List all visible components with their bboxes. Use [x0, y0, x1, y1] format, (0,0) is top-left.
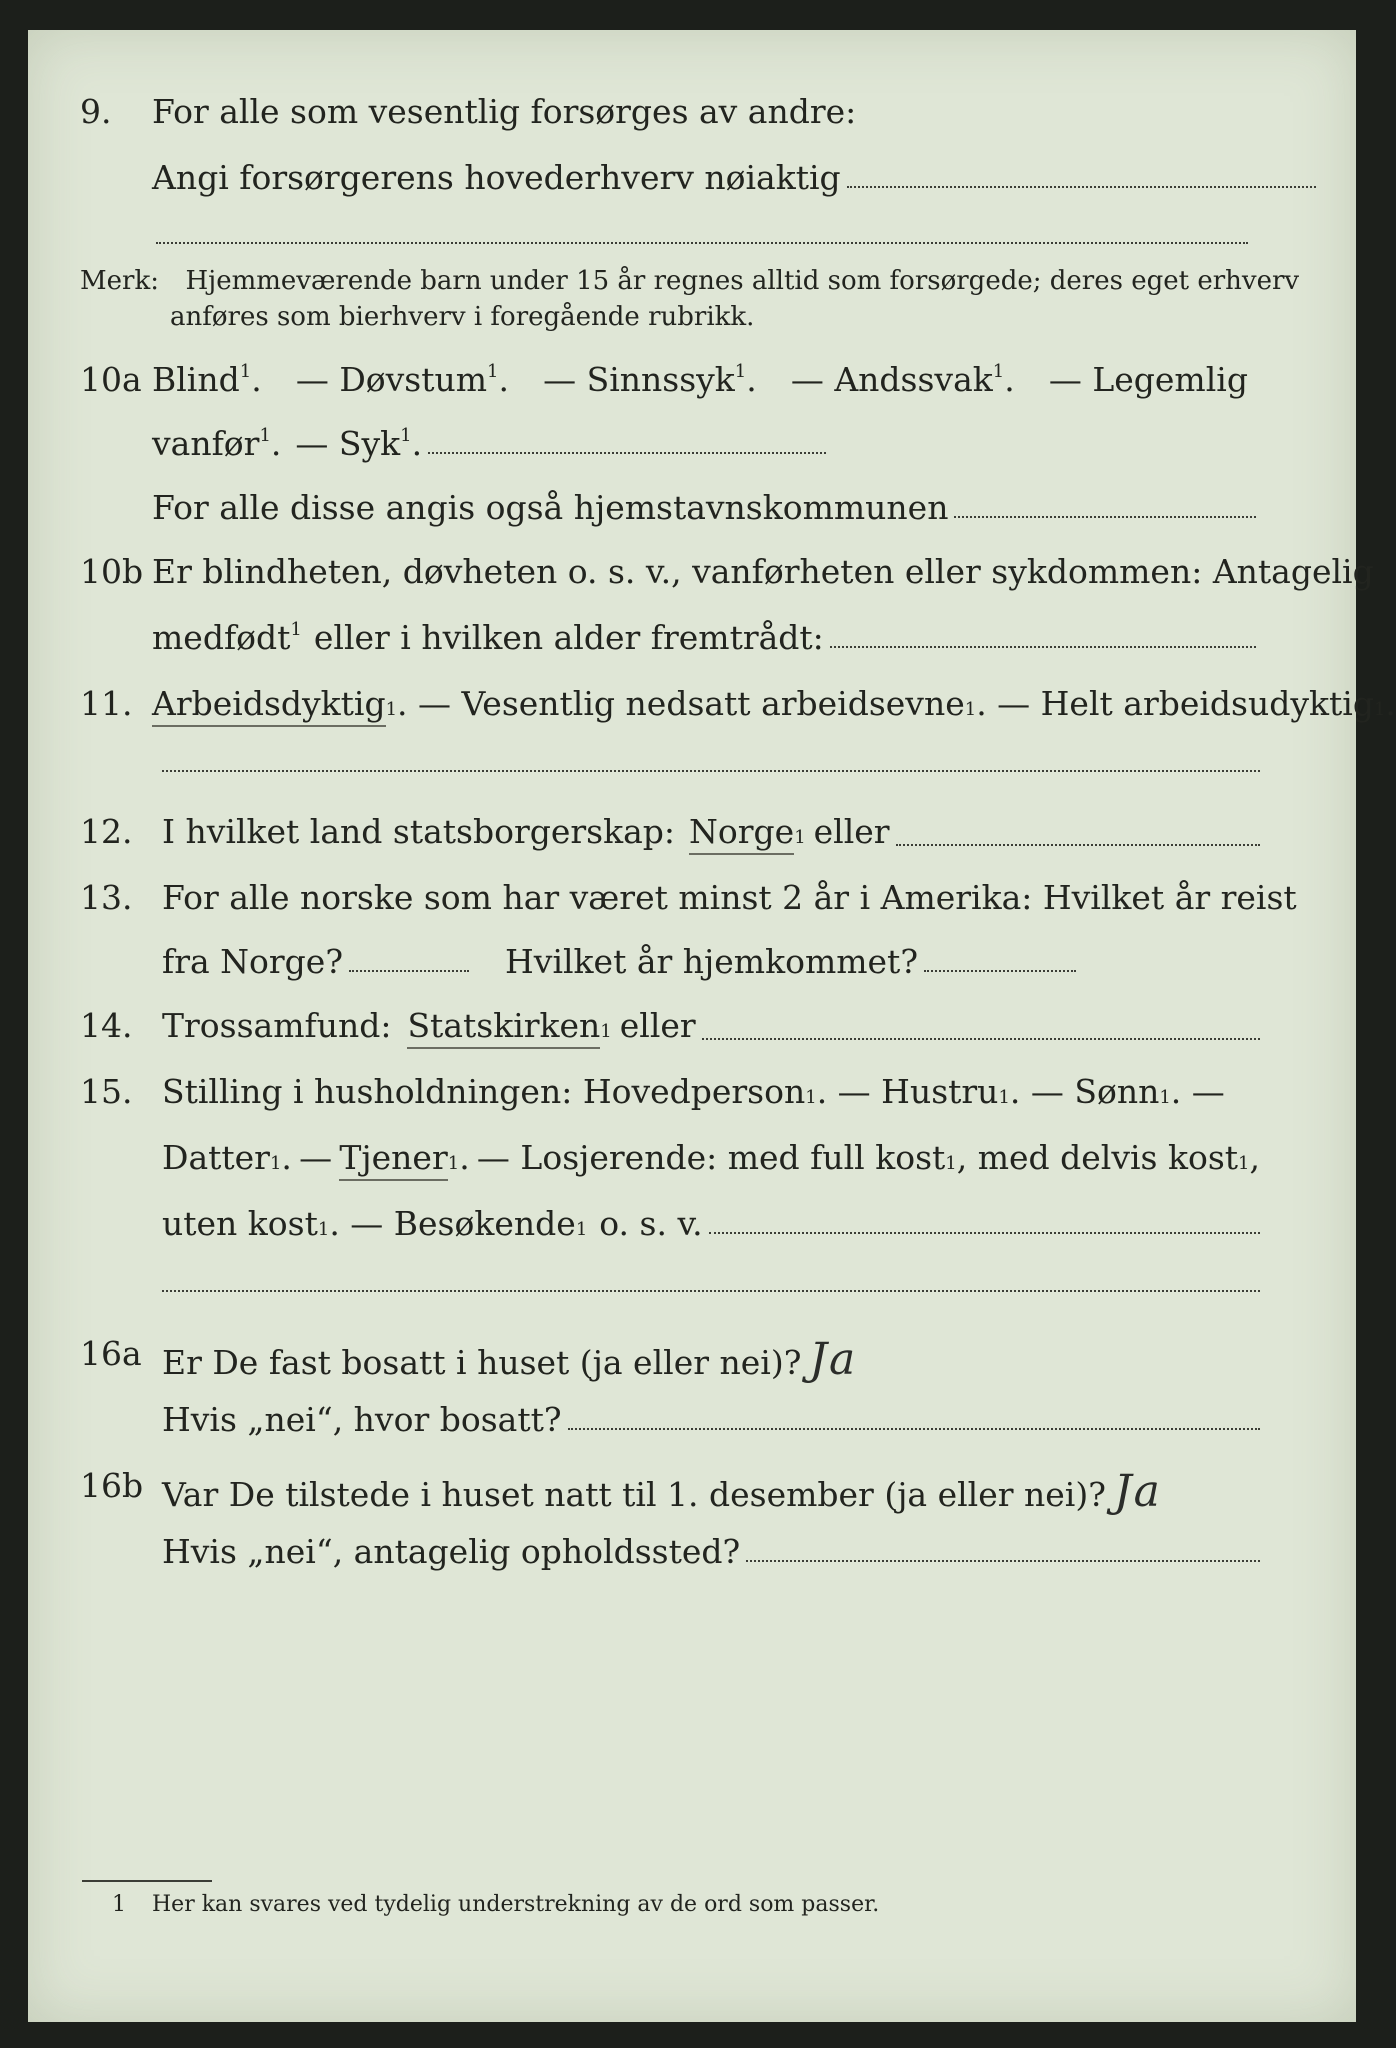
merk-line1 [80, 266, 1316, 296]
option-legemlig[interactable]: — Legemlig [1048, 360, 1248, 399]
merk-label: Merk: [80, 266, 159, 296]
q9-text: For alle som vesentlig forsørges av andre: [152, 92, 857, 131]
option-dovstum[interactable]: — Døvstum [295, 360, 488, 399]
q10b-alder-label: eller i hvilken alder fremtrådt: [313, 618, 824, 657]
q10a-number: 10a [80, 360, 142, 399]
footnote-mark: 1 [487, 361, 499, 382]
q10b-text: Er blindheten, døvheten o. s. v., vanførheten eller sykdommen: Antagelig [152, 552, 1374, 591]
q16b-opholdssted-field[interactable] [746, 1559, 1260, 1562]
option-arbeidsdyktig[interactable]: Arbeidsdyktig [152, 684, 386, 727]
footnote-mark: 1 [734, 361, 747, 382]
footnote-rule [82, 1880, 212, 1882]
option-norge[interactable]: Norge [689, 812, 794, 855]
q14-number: 14. [80, 1006, 133, 1045]
q16b-opholdssted-label: Hvis „nei“, antagelig opholdssted? [162, 1532, 741, 1571]
option-syk[interactable]: — Syk [295, 424, 401, 463]
q16b-handwritten-answer[interactable]: Ja [1113, 1466, 1162, 1517]
footnote-mark: 1 [290, 619, 302, 640]
q10a-syk-field[interactable] [428, 451, 826, 454]
merk-text-2: anføres som bierhverv i foregående rubrikk. [170, 302, 755, 332]
q12-number: 12. [80, 812, 133, 851]
option-andssvak[interactable]: — Andssvak [790, 360, 993, 399]
q13-hjem-label: Hvilket år hjemkommet? [505, 942, 919, 981]
option-uten-kost[interactable]: uten kost [162, 1204, 318, 1243]
q10b-alder-field[interactable] [830, 645, 1256, 648]
q13-text: For alle norske som har været minst 2 år i Amerika: Hvilket år reist [162, 878, 1297, 917]
q11-number: 11. [80, 684, 133, 723]
q16a-handwritten-answer[interactable]: Ja [809, 1334, 858, 1385]
census-form-page: 9. For alle som vesentlig forsørges av andre: Angi forsørgerens hovederhverv nøiaktig Merk: Hjemmeværende barn under 15 år regnes alltid som forsørgede; deres eget erhverv anføres som bierhverv i foregående rubrikk. 10a Blind$^1$. — Døvstum$^1$. — Sinnssyk$^1$. — Andssvak$^1$. — Legemlig vanfør$^1$. — Syk$^1$. For alle disse angis også hjemstavnskommunen 10b Er blindheten, døvheten o. s. v., vanførheten eller sykdommen: Antagelig medfødt$^1$ eller i hvilken alder fremtrådt: 11. Arbeidsdyktig 1 . — Vesentlig nedsatt arbeidsevne 1 . — Helt arbeidsudyktig 1 . 12. I hvilket land statsborgerskap: Norge 1 eller 13. For alle norske som har været minst 2 år i Amerika: Hvilket år reist fra Norge? Hvilket år hjemkommet? 14. Trossamfund: Statskirken 1 eller 15. Stilling i husholdningen: Hovedperson 1 . — Hustru 1 . — Sønn 1 . — Datter 1 . — Tjener 1 . — Losjerende: med full kost 1 , med delvis kost 1 , uten kost 1 . — Besøkende 1 o. s. v. 16a Er De fast bosatt i huset (ja eller nei)? Ja Hvis „nei“, hvor bosatt? 16b Var De tilstede i huset natt til 1. desember (ja eller nei)? Ja Hvis „nei“, antagelig opholdssted? 1 Her kan svares ved tydelig understrekning av de ord som passer. [28, 30, 1356, 2022]
q15-extra-line[interactable] [162, 1290, 1260, 1292]
q12-country-field[interactable] [896, 843, 1260, 846]
option-sonn[interactable]: . — Sønn [1009, 1072, 1160, 1111]
q9-extra-line[interactable] [156, 242, 1248, 244]
option-vesentlig-nedsatt[interactable]: . — Vesentlig nedsatt arbeidsevne [397, 684, 965, 723]
option-losjerende-full-kost[interactable]: — Losjerende: med full kost [476, 1138, 946, 1177]
q10a-hjemstavn-label: For alle disse angis også hjemstavnskommunen [152, 488, 949, 527]
option-tjener[interactable]: Tjener [339, 1138, 447, 1181]
q13-fra-field[interactable] [349, 969, 469, 972]
footnote [112, 1892, 879, 1917]
q14-eller: eller [619, 1006, 696, 1045]
q16a-hvor-label: Hvis „nei“, hvor bosatt? [162, 1400, 562, 1439]
option-besokende[interactable]: . — Besøkende [329, 1204, 576, 1243]
footnote-mark: 1 [992, 361, 1005, 382]
q13-hjem-field[interactable] [924, 969, 1076, 972]
q11-extra-line[interactable] [162, 770, 1260, 772]
option-hovedperson[interactable]: Stilling i husholdningen: Hovedperson [162, 1072, 806, 1111]
q13-fra-label: fra Norge? [162, 942, 344, 981]
option-delvis-kost[interactable]: , med delvis kost [956, 1138, 1239, 1177]
merk-line2 [170, 302, 1316, 332]
footnote-mark: 1 [239, 361, 252, 382]
q14-label: Trossamfund: [162, 1006, 392, 1045]
footnote-number: 1 [112, 1892, 126, 1917]
q16a-label: Er De fast bosatt i huset (ja eller nei)? [162, 1343, 802, 1382]
footnote-mark: 1 [400, 425, 412, 446]
q15-number: 15. [80, 1072, 133, 1111]
option-datter[interactable]: Datter [162, 1138, 270, 1177]
q13-number: 13. [80, 878, 133, 917]
option-vanfor[interactable]: vanfør [152, 424, 260, 463]
q12-label: I hvilket land statsborgerskap: [162, 812, 676, 851]
q16b-number: 16b [80, 1466, 144, 1505]
q16a-hvor-field[interactable] [568, 1427, 1260, 1430]
q15-osv: o. s. v. [599, 1204, 703, 1243]
q15-field[interactable] [709, 1231, 1260, 1234]
q12-eller: eller [813, 812, 890, 851]
option-medfodt[interactable]: medfødt [152, 618, 291, 657]
q10b-number: 10b [80, 552, 144, 591]
merk-text-1: Hjemmeværende barn under 15 år regnes alltid som forsørgede; deres eget erhverv [185, 266, 1300, 296]
q9-number: 9. [80, 92, 112, 131]
option-helt-arbeidsudyktig[interactable]: . — Helt arbeidsudyktig [976, 684, 1374, 723]
option-blind[interactable]: Blind [152, 360, 240, 399]
q9-provider-field[interactable] [847, 185, 1316, 188]
option-statskirken[interactable]: Statskirken [407, 1006, 600, 1049]
option-hustru[interactable]: . — Hustru [816, 1072, 999, 1111]
q14-field[interactable] [702, 1037, 1260, 1040]
q9-provider-label: Angi forsørgerens hovederhverv nøiaktig [152, 158, 841, 197]
option-sinnssyk[interactable]: — Sinnssyk [543, 360, 735, 399]
q15-dash: . — [1170, 1072, 1225, 1111]
q16a-number: 16a [80, 1334, 142, 1373]
footnote-mark: 1 [259, 425, 271, 446]
q10a-hjemstavn-field[interactable] [954, 515, 1256, 518]
q16b-label: Var De tilstede i huset natt til 1. desember (ja eller nei)? [162, 1475, 1106, 1514]
footnote-text: Her kan svares ved tydelig understrekning av de ord som passer. [152, 1892, 880, 1917]
